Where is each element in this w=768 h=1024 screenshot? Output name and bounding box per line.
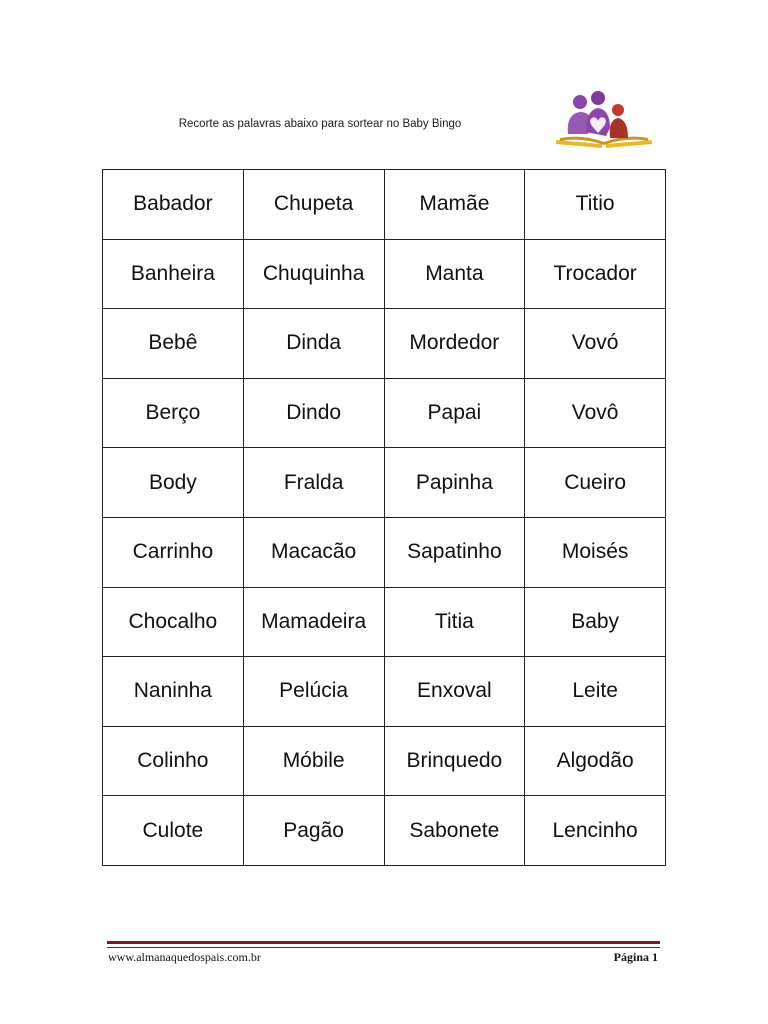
word-cell: Titio <box>525 170 666 240</box>
word-cell: Sabonete <box>384 796 525 866</box>
word-cell: Pelúcia <box>243 657 384 727</box>
word-cell: Algodão <box>525 726 666 796</box>
word-cell: Papai <box>384 378 525 448</box>
word-cell: Cueiro <box>525 448 666 518</box>
word-cell: Bebê <box>103 309 244 379</box>
grid-row <box>103 309 666 379</box>
grid-row <box>103 726 666 796</box>
footer-rule-thick <box>107 941 660 944</box>
grid-row <box>103 378 666 448</box>
word-cell: Papinha <box>384 448 525 518</box>
word-cell: Sapatinho <box>384 517 525 587</box>
word-cell: Brinquedo <box>384 726 525 796</box>
word-cell: Macacão <box>243 517 384 587</box>
word-cell: Berço <box>103 378 244 448</box>
grid-row <box>103 517 666 587</box>
word-cell: Body <box>103 448 244 518</box>
word-cell: Babador <box>103 170 244 240</box>
footer-rule-thin <box>107 947 660 948</box>
word-cell: Mamadeira <box>243 587 384 657</box>
footer-page-number: Página 1 <box>613 950 658 964</box>
instruction-text: Recorte as palavras abaixo para sortear no Baby Bingo <box>178 118 462 130</box>
word-cell: Enxoval <box>384 657 525 727</box>
word-cell: Mamãe <box>384 170 525 240</box>
grid-row <box>103 796 666 866</box>
grid-row <box>103 657 666 727</box>
word-cell: Titia <box>384 587 525 657</box>
grid-row <box>103 170 666 240</box>
word-cell: Mordedor <box>384 309 525 379</box>
grid-row <box>103 239 666 309</box>
word-cell: Carrinho <box>103 517 244 587</box>
grid-row <box>103 587 666 657</box>
word-cell: Lencinho <box>525 796 666 866</box>
word-cell: Trocador <box>525 239 666 309</box>
word-cell: Dindo <box>243 378 384 448</box>
word-cell: Banheira <box>103 239 244 309</box>
word-cell: Manta <box>384 239 525 309</box>
bingo-word-grid <box>102 169 666 866</box>
word-cell: Chocalho <box>103 587 244 657</box>
word-cell: Vovó <box>525 309 666 379</box>
word-cell: Leite <box>525 657 666 727</box>
footer-website: www.almanaquedospais.com.br <box>108 950 261 964</box>
word-cell: Chuquinha <box>243 239 384 309</box>
grid-row <box>103 448 666 518</box>
word-cell: Moisés <box>525 517 666 587</box>
word-cell: Baby <box>525 587 666 657</box>
word-cell: Pagão <box>243 796 384 866</box>
word-cell: Colinho <box>103 726 244 796</box>
family-book-logo-icon <box>552 88 656 152</box>
word-cell: Vovô <box>525 378 666 448</box>
word-cell: Dinda <box>243 309 384 379</box>
word-cell: Chupeta <box>243 170 384 240</box>
word-cell: Fralda <box>243 448 384 518</box>
word-cell: Naninha <box>103 657 244 727</box>
word-cell: Móbile <box>243 726 384 796</box>
word-cell: Culote <box>103 796 244 866</box>
